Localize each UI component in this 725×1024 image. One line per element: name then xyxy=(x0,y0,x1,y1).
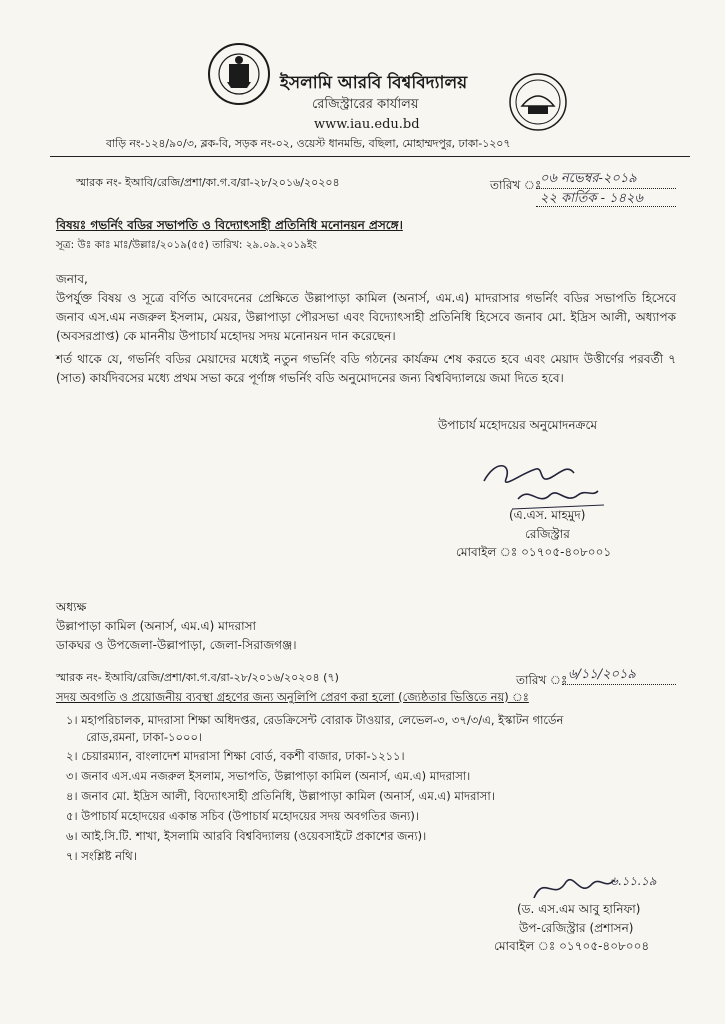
copy-date-underline xyxy=(562,684,676,685)
copy-ref-number: স্মারক নং- ইআবি/রেজি/প্রশা/কা.গ.ব/রা-২৮/২০১৬/২০২০৪ (৭) xyxy=(56,671,339,684)
date-underline-1 xyxy=(536,188,676,189)
cc-item-7: ৭। সংশ্লিষ্ট নথি। xyxy=(66,849,137,863)
registrar-designation: রেজিস্ট্রার xyxy=(525,527,570,541)
recipient-address: ডাকঘর ও উপজেলা-উল্লাপাড়া, জেলা-সিরাজগঞ্জ। xyxy=(56,638,297,652)
approval-note: উপাচার্য মহোদয়ের অনুমোদনক্রমে xyxy=(438,418,598,432)
source-reference: সূত্র: উঃ কাঃ মাঃ/উল্লাঃ/২০১৯(৫৫) তারিখ: ২৯.০৯.২০১৯ইং xyxy=(56,239,317,251)
university-logo-right xyxy=(508,72,568,136)
date-handwritten-gregorian: ০৬ নভেম্বর-২০১৯ xyxy=(540,171,637,186)
cc-item-2: ২। চেয়ারম্যান, বাংলাদেশ মাদরাসা শিক্ষা বোর্ড, বকশী বাজার, ঢাকা-১২১১। xyxy=(66,749,405,763)
date-label: তারিখ ঃ xyxy=(490,178,542,192)
ref-number: স্মারক নং- ইআবি/রেজি/প্রশা/কা.গ.ব/রা-২৮/২০১৬/২০২০৪ xyxy=(76,176,340,189)
header-divider xyxy=(50,156,690,157)
copy-date-handwritten: ৬/১১/২০১৯ xyxy=(568,667,636,682)
university-logo-left xyxy=(207,42,271,110)
registrar-name: (এ.এস. মাহমুদ) xyxy=(509,508,586,522)
office-name: রেজিস্ট্রারের কার্যালয় xyxy=(312,97,419,112)
copy-date-label: তারিখ ঃ xyxy=(516,673,568,687)
body-paragraph-1: উপর্যুক্ত বিষয় ও সূত্রে বর্ণিত আবেদনের প্রেক্ষিতে উল্লাপাড়া কামিল (অনার্স, এম.এ) মাদরাসার গভর্নিং বডির সভাপতি হিসেবে জনাব এস.এম নজরুল ইসলাম, মেয়র, উল্লাপাড়া পৌরসভা এবং বিদ্যোৎসাহী প্রতিনিধি হিসেবে জনাব মো. ইদ্রিস আলী, অধ্যাপক (অবসরপ্রাপ্ত) কে মাননীয় উপাচার্য মহোদয় সদয় মনোনয়ন দান করেছেন। xyxy=(56,291,676,343)
website: www.iau.edu.bd xyxy=(314,117,420,132)
cc-item-3: ৩। জনাব এস.এম নজরুল ইসলাম, সভাপতি, উল্লাপাড়া কামিল (অনার্স, এম.এ) মাদরাসা। xyxy=(66,769,471,783)
cc-item-1: ১। মহাপরিচালক, মাদরাসা শিক্ষা অধিদপ্তর, রেডক্রিসেন্ট বোরাক টাওয়ার, লেভেল-৩, ৩৭/৩/এ, ইস্কাটন গার্ডেন xyxy=(66,713,564,727)
body-paragraph-2: শর্ত থাকে যে, গভর্নিং বডির মেয়াদের মধ্যেই নতুন গভর্নিং বডি গঠনের কার্যক্রম শেষ করতে হবে এবং মেয়াদ উত্তীর্ণের পরবর্তী ৭ (সাত) কার্যদিবসের মধ্যে প্রথম সভা করে পূর্ণাঙ্গ গভর্নিং বডি অনুমোদনের জন্য বিশ্ববিদ্যালয়ে জমা দিতে হবে। xyxy=(56,352,676,385)
deputy-registrar-signature-date: ৬.১১.১৯ xyxy=(610,874,657,888)
cc-item-6: ৬। আই.সি.টি. শাখা, ইসলামি আরবি বিশ্ববিদ্যালয় (ওয়েবসাইটে প্রকাশের জন্য)। xyxy=(66,829,427,843)
deputy-registrar-designation: উপ-রেজিস্ট্রার (প্রশাসন) xyxy=(519,921,634,935)
deputy-registrar-mobile: মোবাইল ঃ ০১৭০৫-৪০৮০০৪ xyxy=(494,939,650,953)
recipient-institution: উল্লাপাড়া কামিল (অনার্স, এম.এ) মাদরাসা xyxy=(56,619,257,633)
cc-item-5: ৫। উপাচার্য মহোদয়ের একান্ত সচিব (উপাচার্য মহোদয়ের সদয় অবগতির জন্য)। xyxy=(66,809,419,823)
deputy-registrar-name: (ড. এস.এম আবু হানিফা) xyxy=(517,902,641,916)
date-underline-2 xyxy=(536,206,676,207)
salutation: জনাব, xyxy=(56,272,88,286)
subject-line: বিষয়ঃ গভর্নিং বডির সভাপতি ও বিদ্যোৎসাহী প্রতিনিধি মনোনয়ন প্রসঙ্গে। xyxy=(56,218,403,232)
cc-item-4: ৪। জনাব মো. ইদ্রিস আলী, বিদ্যোৎসাহী প্রতিনিধি, উল্লাপাড়া কামিল (অনার্স, এম.এ) মাদরাসা। xyxy=(66,789,495,803)
date-handwritten-bangla: ২২ কার্তিক - ১৪২৬ xyxy=(540,191,643,206)
recipient-title: অধ্যক্ষ xyxy=(56,600,87,614)
copy-intro: সদয় অবগতি ও প্রয়োজনীয় ব্যবস্থা গ্রহণের জন্য অনুলিপি প্রেরণ করা হলো (জ্যেষ্ঠতার ভিত্তিতে নয়) ঃ xyxy=(56,690,529,704)
address: বাড়ি নং-১২৪/৯০/৩, ব্লক-বি, সড়ক নং-০২, ওয়েস্ট ধানমন্ডি, বছিলা, মোহাম্মদপুর, ঢাকা-১২০৭ xyxy=(106,137,511,150)
university-name: ইসলামি আরবি বিশ্ববিদ্যালয় xyxy=(280,73,468,93)
registrar-mobile: মোবাইল ঃ ০১৭০৫-৪০৮০০১ xyxy=(456,545,612,559)
cc-item-1-cont: রোড,রমনা, ঢাকা-১০০০। xyxy=(86,730,203,744)
